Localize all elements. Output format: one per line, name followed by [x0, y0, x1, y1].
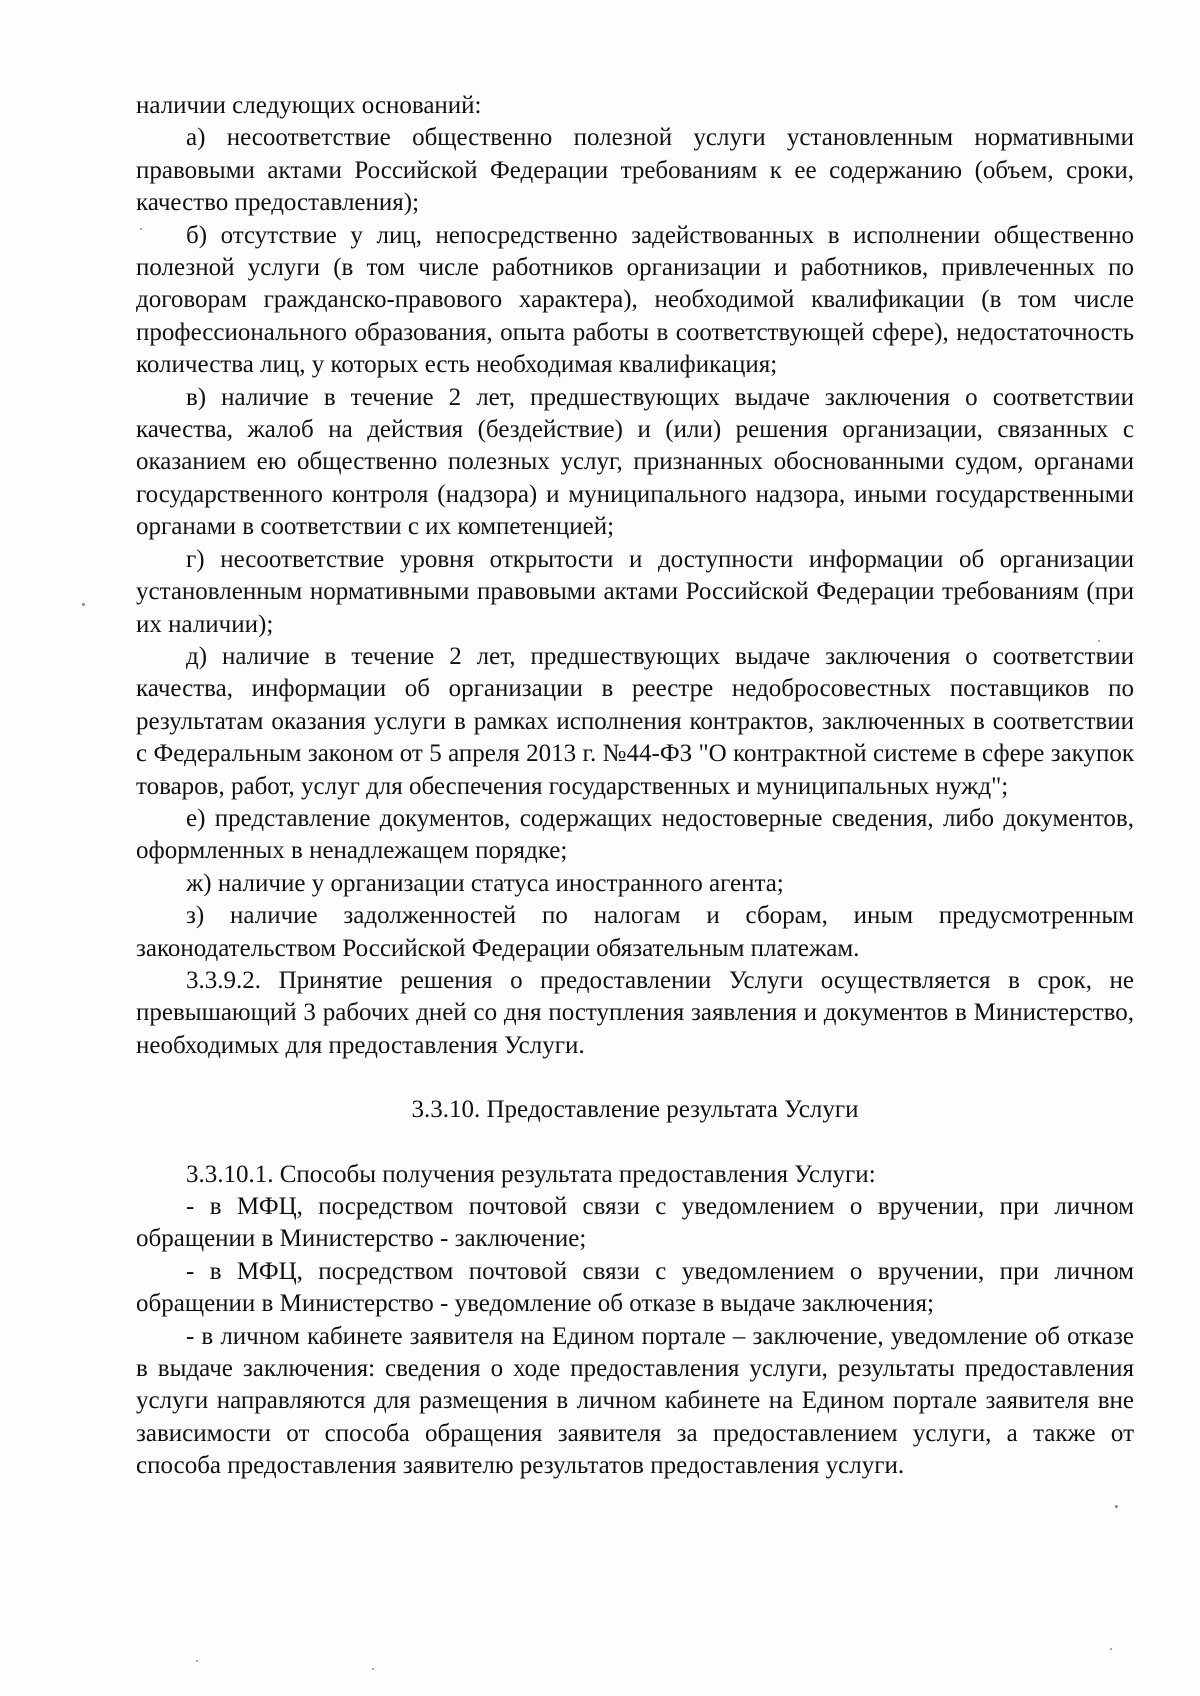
ground-item-e: е) представление документов, содержащих недостоверные сведения, либо документов, оформленных в ненадлежащем порядке;: [136, 804, 1134, 865]
ground-item-z: з) наличие задолженностей по налогам и сборам, иным предусмотренным законодательством Российской Федерации обязательным платежам.: [136, 902, 1134, 962]
method-item-1: - в МФЦ, посредством почтовой связи с уведомлением о вручении, при личном обращении в Министерство - заключение;: [136, 1193, 1134, 1253]
scan-speck: [1115, 1505, 1118, 1508]
section-heading: 3.3.10. Предоставление результата Услуги: [411, 1096, 859, 1124]
intro-line: наличии следующих оснований:: [136, 92, 482, 119]
document-body: [136, 90, 1134, 1483]
clause-3-3-10-1: 3.3.10.1. Способы получения результата предоставления Услуги:: [186, 1160, 876, 1188]
scan-speck: [82, 603, 85, 606]
clause-3-3-9-2: 3.3.9.2. Принятие решения о предоставлении Услуги осуществляется в срок, не превышающий 3 рабочих дней со дня поступления заявления и документов в Министерство, необходимых для предоставления Услуги.: [136, 966, 1134, 1059]
scan-speck: [196, 1660, 198, 1662]
ground-item-a: а) несоответствие общественно полезной услуги установленным нормативными правовыми актами Российской Федерации требованиям к ее содержанию (объем, сроки, качество предоставления);: [136, 124, 1134, 217]
ground-item-zh: ж) наличие у организации статуса иностранного агента;: [186, 869, 784, 897]
ground-item-d: д) наличие в течение 2 лет, предшествующих выдаче заключения о соответствии качества, информации об организации в реестре недобросовестных поставщиков по результатам оказания услуги в рамках исполнения контрактов, заключенных в соответствии с Федеральным законом от 5 апреля 2013 г. №44-ФЗ "О контрактной системе в сфере закупок товаров, работ, услуг для обеспечения государственных и муниципальных нужд";: [136, 642, 1134, 800]
scan-speck: [372, 1668, 374, 1670]
ground-item-b: б) отсутствие у лиц, непосредственно задействованных в исполнении общественно полезной услуги (в том числе работников организации и работников, привлеченных по договорам гражданско-правового характера), необходимой квалификации (в том числе профессионального образования, опыта работы в соответствующей сфере), недостаточность количества лиц, у которых есть необходимая квалификация;: [136, 221, 1134, 379]
scan-speck: [1110, 1648, 1112, 1650]
ground-item-g: г) несоответствие уровня открытости и доступности информации об организации установленным нормативными правовыми актами Российской Федерации требованиям (при их наличии);: [136, 545, 1134, 638]
ground-item-v: в) наличие в течение 2 лет, предшествующих выдаче заключения о соответствии качества, жалоб на действия (бездействие) и (или) решения организации, связанных с оказанием ею общественно полезных услуг, признанных обоснованными судом, органами государственного контроля (надзора) и муниципального надзора, иными государственными органами в соответствии с их компетенцией;: [136, 383, 1134, 541]
method-item-2: - в МФЦ, посредством почтовой связи с уведомлением о вручении, при личном обращении в Министерство - уведомление об отказе в выдаче заключения;: [136, 1257, 1134, 1318]
method-item-3: - в личном кабинете заявителя на Едином портале – заключение, уведомление об отказе в выдаче заключения: сведения о ходе предоставления услуги, результаты предоставления услуги направляются для размещения в личном кабинете на Едином портале заявителя вне зависимости от способа обращения заявителя за предоставлением услуги, а также от способа предоставления заявителю результатов предоставления услуги.: [136, 1322, 1134, 1480]
